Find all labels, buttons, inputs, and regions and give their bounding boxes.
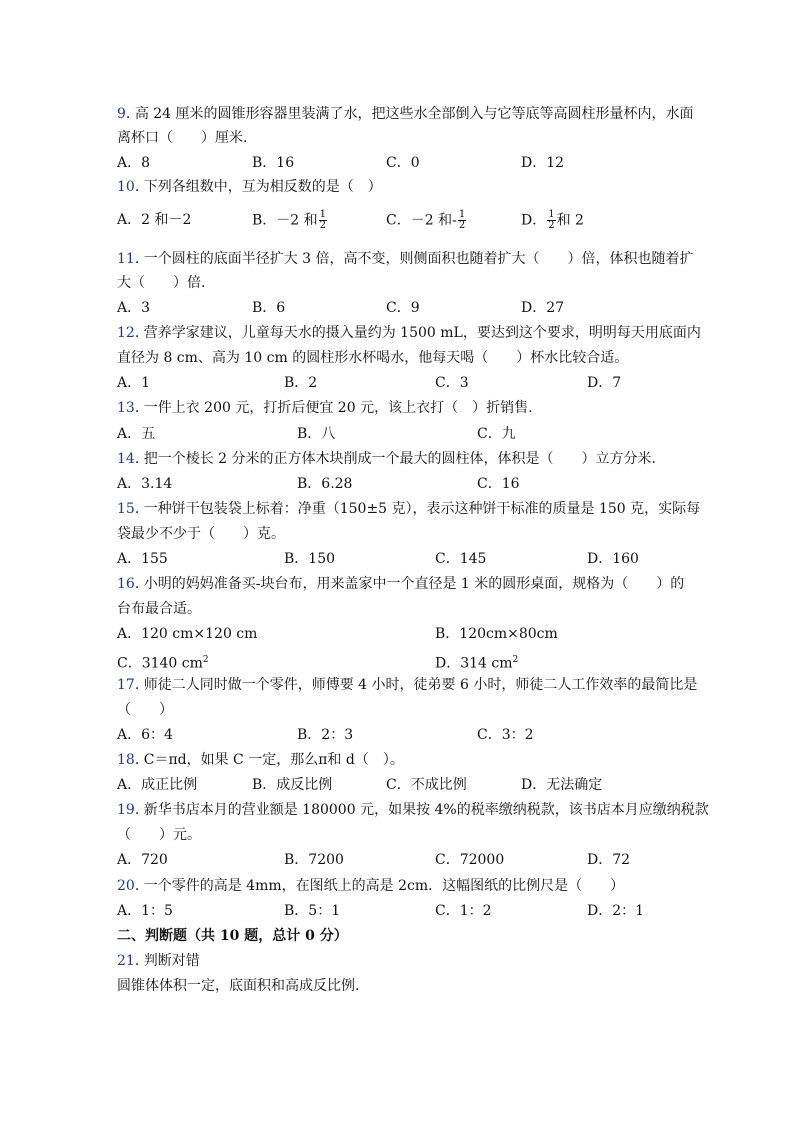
question-text: . 新华书店本月的营业额是 180000 元，如果按 4%的税率缴纳税款，该书店本月应缴纳税款: [134, 802, 709, 818]
option-a: A．成正比例: [117, 777, 198, 793]
question-text: . 营养学家建议，儿童每天水的摄入量约为 1500 mL，要达到这个要求，明明每天用底面内: [134, 325, 701, 341]
question-number: 12: [117, 325, 135, 341]
option-d: D．无法确定: [521, 777, 603, 793]
option-b: B．7200: [284, 852, 344, 868]
question-number: 13: [117, 400, 135, 416]
question-9-line2: 离杯口（ ）厘米.: [117, 130, 248, 146]
question-16: [117, 574, 684, 594]
question-number: 18: [117, 752, 135, 768]
question-11-line2: 大（ ）倍.: [117, 275, 206, 291]
question-number: 17: [117, 677, 135, 693]
question-number: 20: [117, 878, 135, 894]
question-14: [117, 449, 656, 469]
option-a: A．720: [117, 852, 168, 868]
option-d: D．12: [521, 155, 565, 171]
question-text: . 一件上衣 200 元，打折后便宜 20 元，该上衣打（ ）折销售.: [134, 400, 533, 416]
question-text: . 一个圆柱的底面半径扩大 3 倍，高不变，则侧面积也随着扩大（ ）倍，体积也随着扩: [134, 251, 694, 267]
option-c: C．1：2: [435, 903, 492, 919]
option-b: B．6.28: [297, 476, 353, 492]
question-text: . 高 24 厘米的圆锥形容器里装满了水，把这些水全部倒入与它等底等高圆柱形量杯内，水面: [125, 106, 694, 122]
option-d: D． $\frac{1}{2}$ 和 2: [521, 209, 584, 231]
option-a: A．120 cm×120 cm: [117, 626, 258, 642]
question-19-line2: （ ）元。: [117, 827, 201, 843]
question-10: [117, 177, 382, 197]
option-d: D．27: [521, 300, 565, 316]
option-b: B．150: [284, 551, 336, 567]
option-d: D．72: [587, 852, 631, 868]
option-d: D．160: [587, 551, 639, 567]
question-16-line2: 台布最合适。: [117, 601, 201, 617]
question-text: . 下列各组数中，互为相反数的是（ ）: [134, 179, 382, 195]
option-c: C．145: [435, 551, 487, 567]
option-b: B．16: [252, 155, 295, 171]
question-number: 16: [117, 576, 135, 592]
option-a: A．五: [117, 426, 156, 442]
question-number: 15: [117, 501, 135, 517]
question-19: [117, 800, 709, 820]
question-15-line2: 袋最少不少于（ ）克。: [117, 526, 285, 542]
fraction-one-half: $\frac{1}{2}$: [319, 209, 327, 231]
option-b: B．2：3: [297, 727, 354, 743]
option-c: C．9: [386, 300, 420, 316]
option-d: D．2：1: [587, 903, 645, 919]
option-c: C．－2 和- $\frac{1}{2}$: [386, 209, 466, 231]
question-17-line2: （ ）: [117, 702, 173, 718]
question-text: . C＝πd，如果 C 一定，那么π和 d（ ）。: [134, 752, 404, 768]
question-number: 11: [117, 251, 135, 267]
question-text: . 把一个棱长 2 分米的正方体木块削成一个最大的圆柱体，体积是（ ）立方分米.: [134, 451, 656, 467]
option-c: C．3140 $cm^2$: [117, 655, 209, 672]
question-number: 21: [117, 953, 135, 969]
question-12: [117, 323, 701, 343]
option-b: B．5：1: [284, 903, 341, 919]
option-a: A．3: [117, 300, 151, 316]
option-b: B．成反比例: [252, 777, 333, 793]
question-number: 14: [117, 451, 135, 467]
option-b: B．－2 和 $\frac{1}{2}$: [252, 209, 327, 231]
option-a: A．8: [117, 155, 151, 171]
question-text: . 师徒二人同时做一个零件，师傅要 4 小时，徒弟要 6 小时，师徒二人工作效率的最简比是: [134, 677, 698, 693]
option-a: A．1：5: [117, 903, 173, 919]
option-c: C．不成比例: [386, 777, 467, 793]
option-c: C．九: [477, 426, 516, 442]
option-c: C．16: [477, 476, 520, 492]
question-18: [117, 750, 404, 770]
option-c: C．0: [386, 155, 420, 171]
option-d: D．314 $cm^2$: [435, 655, 519, 672]
question-17: [117, 675, 697, 695]
option-a: A．2 和－2: [117, 212, 192, 228]
question-13: [117, 398, 533, 418]
option-a: A．6：4: [117, 727, 173, 743]
option-d: D．7: [587, 375, 622, 391]
option-a: A．1: [117, 375, 151, 391]
section-heading: 二、判断题（共 10 题，总计 0 分）: [117, 928, 348, 944]
question-text: . 一个零件的高是 4mm，在图纸上的高是 2cm．这幅图纸的比例尺是（ ）: [134, 878, 625, 894]
question-text: . 小明的妈妈准备买-块台布，用来盖家中一个直径是 1 米的圆形桌面，规格为（ ）的: [134, 576, 685, 592]
question-text: . 一种饼干包装袋上标着：净重（150±5 克），表示这种饼干标准的质量是 150 克，实际每: [134, 501, 701, 517]
option-a: A．155: [117, 551, 168, 567]
option-c: C．3：2: [477, 727, 534, 743]
question-number: 10: [117, 179, 135, 195]
question-15: [117, 499, 700, 519]
question-20: [117, 876, 624, 896]
question-9: [117, 104, 694, 124]
option-b: B．6: [252, 300, 286, 316]
option-b: B．2: [284, 375, 318, 391]
option-b: B．120cm×80cm: [435, 626, 558, 642]
option-a: A．3.14: [117, 476, 173, 492]
option-c: C．72000: [435, 852, 505, 868]
question-21-line2: 圆锥体体积一定，底面积和高成反比例.: [117, 978, 360, 994]
question-number: 19: [117, 802, 135, 818]
fraction-one-half: $\frac{1}{2}$: [548, 209, 555, 231]
option-c: C．3: [435, 375, 469, 391]
fraction-one-half: $\frac{1}{2}$: [458, 209, 466, 231]
question-11: [117, 249, 694, 269]
question-text: . 判断对错: [134, 953, 200, 969]
question-number: 9: [117, 106, 126, 122]
option-b: B．八: [297, 426, 336, 442]
question-12-line2: 直径为 8 cm、高为 10 cm 的圆柱形水杯喝水，他每天喝（ ）杯水比较合适。: [117, 350, 629, 366]
question-21: [117, 951, 200, 971]
